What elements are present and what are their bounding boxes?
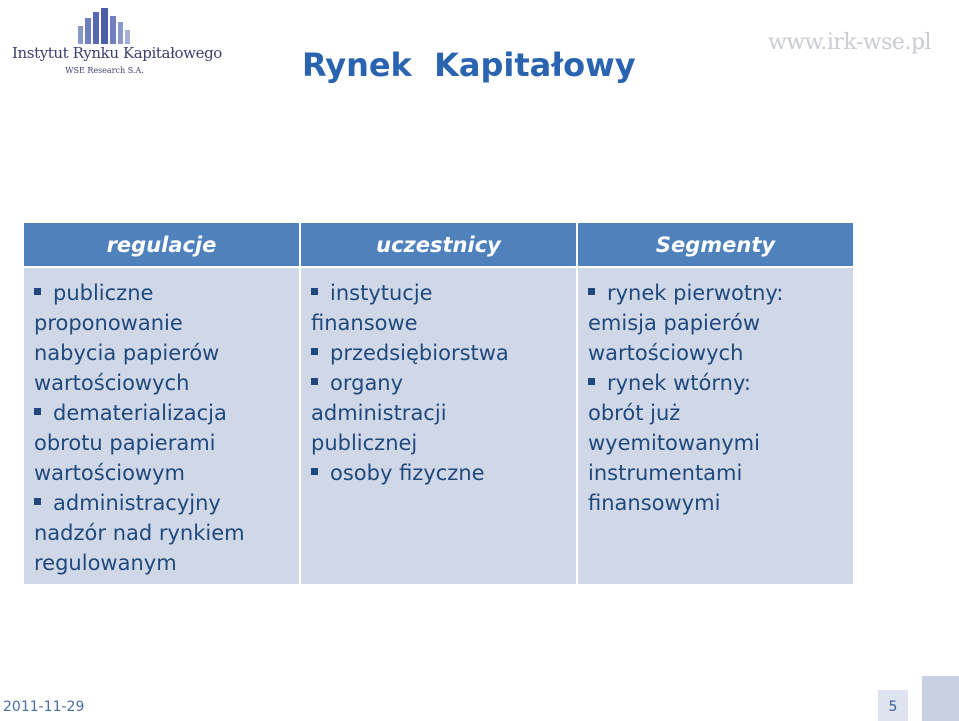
square-bullet-icon: [588, 288, 595, 295]
list-item: rynek pierwotny: emisja papierów wartościowych: [588, 281, 784, 365]
list-item: osoby fizyczne: [311, 458, 568, 488]
slide-date: 2011-11-29: [3, 699, 85, 715]
logo-subtitle: WSE Research S.A.: [65, 66, 144, 75]
slide-title: Rynek Kapitałowy: [302, 46, 636, 84]
header-regulacje: regulacje: [23, 222, 300, 267]
corner-decoration: [922, 676, 959, 721]
skyline-icon: [74, 8, 134, 44]
list-item: organy administracji publicznej: [311, 371, 447, 455]
page-number: 5: [888, 699, 898, 715]
header-segmenty: Segmenty: [577, 222, 854, 267]
website-url: www.irk-wse.pl: [768, 30, 932, 55]
list-item: dematerializacja obrotu papierami wartościowym: [34, 401, 227, 485]
cell-uczestnicy: [300, 267, 577, 585]
square-bullet-icon: [311, 348, 318, 355]
institute-logo: [12, 8, 222, 80]
list-item: publiczne proponowanie nabycia papierów wartościowych: [34, 281, 220, 395]
header-uczestnicy: uczestnicy: [300, 222, 577, 267]
capital-market-table: [22, 221, 855, 586]
square-bullet-icon: [311, 288, 318, 295]
list-item: instytucje finansowe: [311, 281, 433, 335]
square-bullet-icon: [311, 378, 318, 385]
square-bullet-icon: [34, 498, 41, 505]
list-item: przedsiębiorstwa: [311, 338, 568, 368]
square-bullet-icon: [311, 468, 318, 475]
square-bullet-icon: [34, 288, 41, 295]
list-item: administracyjny nadzór nad rynkiem regulowanym: [34, 491, 245, 575]
cell-segmenty: [577, 267, 854, 585]
cell-regulacje: [23, 267, 300, 585]
square-bullet-icon: [34, 408, 41, 415]
list-item: rynek wtórny: obrót już wyemitowanymi instrumentami finansowymi: [588, 371, 760, 515]
square-bullet-icon: [588, 378, 595, 385]
logo-name: Instytut Rynku Kapitałowego: [12, 44, 222, 62]
